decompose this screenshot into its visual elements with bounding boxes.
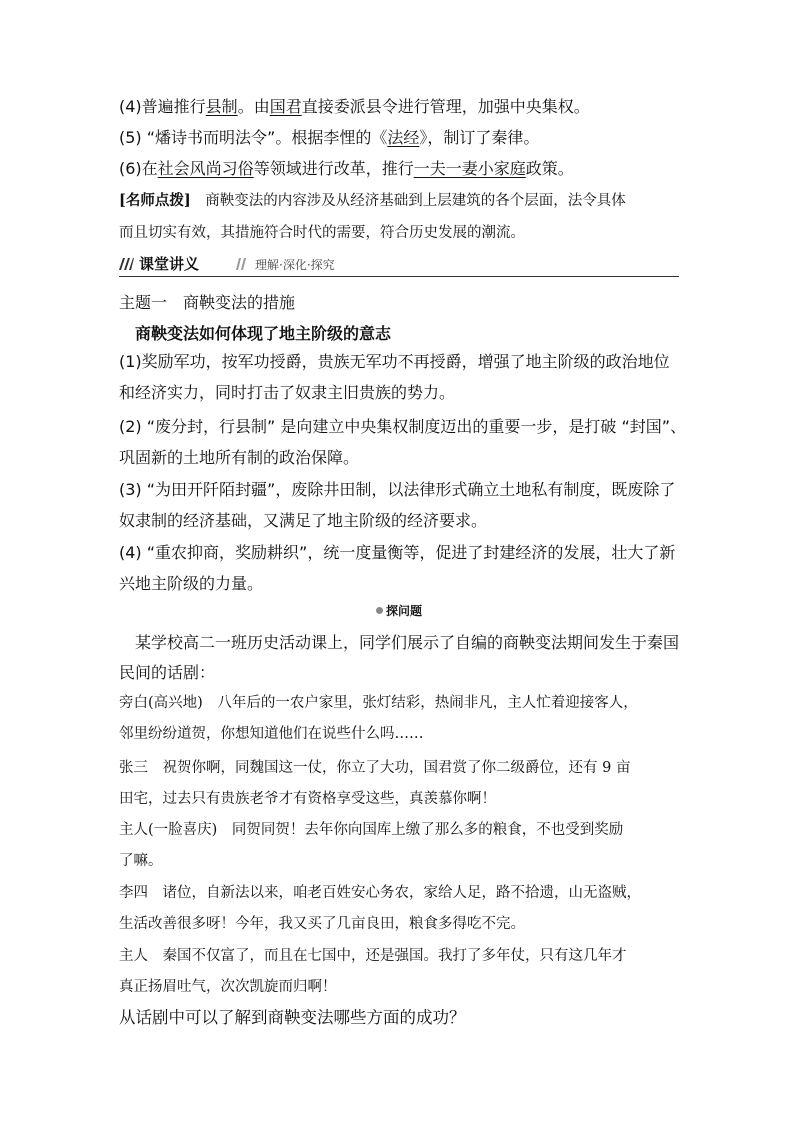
teacher-note-label: [名师点拨] <box>119 192 191 209</box>
dialogue-2-line-2: 田宅，过去只有贵族老爷才有资格享受这些，真羡慕你啊！ <box>119 791 496 807</box>
section-subtitle: 理解·深化·探究 <box>255 258 335 272</box>
dialogue-1-line-2: 邻里纷纷道贺，你想知道他们在说些什么吗…… <box>119 726 424 742</box>
measure-6 <box>119 158 574 180</box>
point-4-line-1: (4) “重农抑商，奖励耕织”，统一度量衡等，促进了封建经济的发展，壮大了新 <box>119 543 676 562</box>
text: 直接委派县令进行管理，加强中央集权。 <box>301 97 590 116</box>
dialogue-3-line-1: 主人(一脸喜庆) 同贺同贺！去年你向国库上缴了那么多的粮食，不也受到奖励 <box>119 822 624 838</box>
dialogue-5-line-1: 主人 秦国不仅富了，而且在七国中，还是强国。我打了多年仗，只有这几年才 <box>119 948 627 964</box>
section-header <box>119 254 679 277</box>
underlined-term: 法经 <box>387 128 420 147</box>
dialogue-1-line-1: 旁白(高兴地) 八年后的一农户家里，张灯结彩，热闹非凡，主人忙着迎接客人， <box>119 695 638 711</box>
point-3-line-2: 奴隶制的经济基础，又满足了地主阶级的经济要求。 <box>119 511 488 530</box>
teacher-note-line-1 <box>119 190 626 212</box>
text: (5) “燔诗书而明法令”。根据李悝的《 <box>119 128 388 147</box>
point-1-line-1: (1)奖励军功，按军功授爵，贵族无军功不再授爵，增强了地主阶级的政治地位 <box>119 352 670 371</box>
topic-title: 主题一 商鞅变法的措施 <box>119 293 296 312</box>
text: 。由 <box>237 97 270 116</box>
dialogue-2-line-1: 张三 祝贺你啊，同魏国这一仗，你立了大功，国君赏了你二级爵位，还有 9 亩 <box>119 760 631 776</box>
dialogue-5-line-2: 真正扬眉吐气，次次凯旋而归啊！ <box>119 979 337 995</box>
text: (6)在 <box>119 159 158 178</box>
dialogue-4-line-2: 生活改善很多呀！今年，我又买了几亩良田，粮食多得吃不完。 <box>119 916 525 932</box>
teacher-note-line-2 <box>119 222 525 244</box>
section-title: 课堂讲义 <box>139 255 200 273</box>
point-4-line-2: 兴地主阶级的力量。 <box>119 574 264 593</box>
text: 商鞅变法的内容涉及从经济基础到上层建筑的各个层面，法令具体 <box>205 193 626 209</box>
explore-question: 从话剧中可以了解到商鞅变法哪些方面的成功？ <box>119 1008 466 1027</box>
explore-tag-row <box>119 602 679 622</box>
text: 政策。 <box>525 159 574 178</box>
explore-tag-label: 探问题 <box>385 604 422 618</box>
underlined-term: 社会风尚习俗 <box>157 159 254 178</box>
point-1-line-2: 和经济实力，同时打击了奴隶主旧贵族的势力。 <box>119 383 456 402</box>
text: 而且切实有效，其措施符合时代的需要，符合历史发展的潮流。 <box>119 225 525 241</box>
explore-tag <box>119 602 679 620</box>
explore-intro-line-1: 某学校高二一班历史活动课上，同学们展示了自编的商鞅变法期间发生于秦国 <box>135 633 680 652</box>
explore-intro-line-2: 民间的话剧： <box>119 663 216 682</box>
underlined-term: 小家庭 <box>477 159 526 178</box>
dialogue-4-line-1: 李四 诸位，自新法以来，咱老百姓安心务农，家给人足，路不拾遗，山无盗贼， <box>119 885 641 901</box>
text: 》，制订了秦律。 <box>419 128 540 147</box>
measure-5 <box>119 127 539 149</box>
text: 等领域进行改革，推行 <box>253 159 414 178</box>
point-3-line-1: (3) “为田开阡陌封疆”，废除井田制，以法律形式确立土地私有制度，既废除了 <box>119 480 676 499</box>
underlined-term: 一夫一妻 <box>413 159 478 178</box>
point-2-line-2: 巩固新的土地所有制的政治保障。 <box>119 448 360 467</box>
point-2-line-1: (2) “废分封，行县制” 是向建立中央集权制度迈出的重要一步，是打破 “封国”、 <box>119 417 687 436</box>
topic-question: 商鞅变法如何体现了地主阶级的意志 <box>135 324 392 343</box>
dialogue-3-line-2: 了嘛。 <box>119 853 163 869</box>
text: (4)普遍推行 <box>119 97 206 116</box>
stripes-small-icon <box>236 258 248 270</box>
stripes-icon <box>119 257 134 271</box>
bullet-dot-icon <box>376 607 383 614</box>
underlined-term: 县制 <box>205 97 238 116</box>
underlined-term: 国君 <box>269 97 302 116</box>
measure-4 <box>119 96 590 118</box>
